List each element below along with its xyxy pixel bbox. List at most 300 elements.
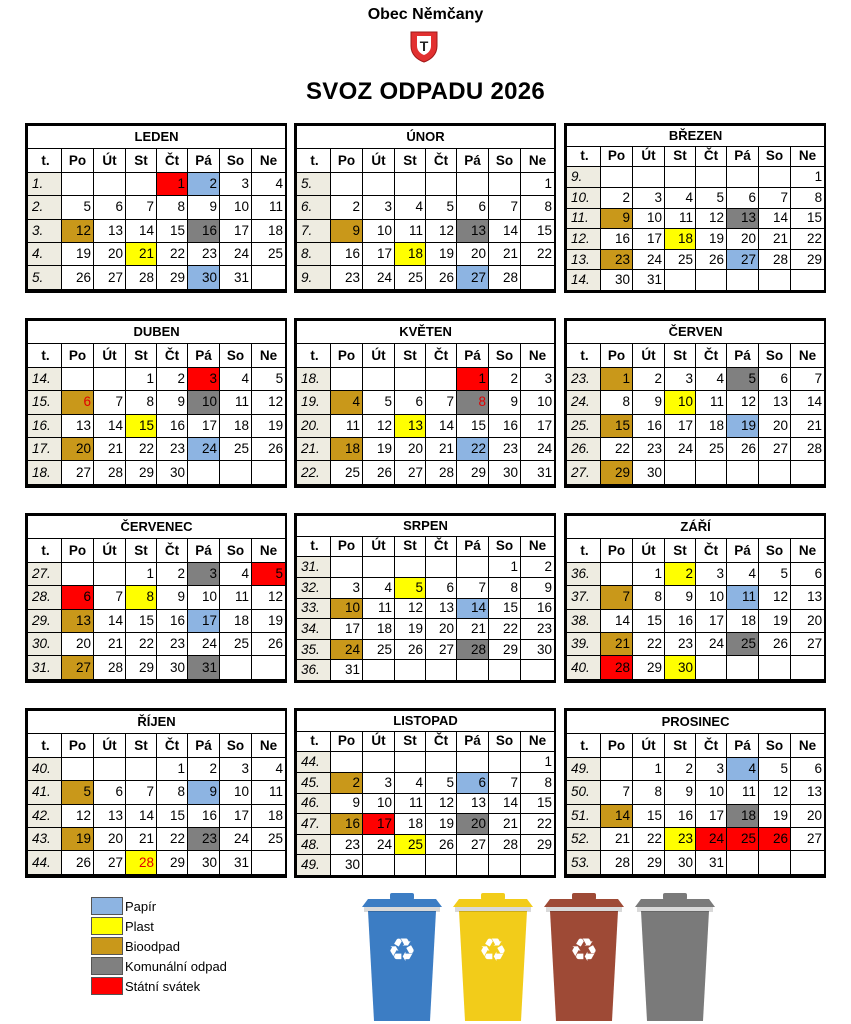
day-cell: 30: [489, 461, 521, 484]
week-row: [567, 461, 825, 484]
day-cell: [62, 562, 94, 585]
day-cell: [759, 484, 791, 485]
day-cell: 12: [363, 414, 395, 437]
week-row: [297, 289, 555, 290]
day-cell: [62, 874, 94, 875]
week-number: 25.: [567, 414, 601, 437]
day-cell: 6: [457, 196, 489, 219]
day-cell-plast: 8: [126, 586, 157, 609]
legend-swatch: [91, 917, 123, 935]
week-row: [567, 249, 825, 270]
day-cell-komun: 16: [188, 219, 220, 242]
day-cell: [252, 289, 286, 290]
day-cell: [220, 484, 252, 485]
week-row: [297, 814, 555, 835]
day-header: Út: [94, 734, 126, 757]
day-cell: 2: [633, 367, 665, 390]
month-10: [25, 708, 287, 878]
week-number: 45.: [297, 772, 331, 793]
day-cell-komun: 31: [188, 656, 220, 679]
month-name: ČERVEN: [567, 321, 825, 344]
day-cell: [727, 874, 759, 875]
recycle-icon: ♻: [387, 931, 417, 969]
day-cell-bio: 14: [601, 804, 633, 827]
week-number: 18.: [297, 367, 331, 390]
day-cell: [759, 851, 791, 874]
week-header: t.: [28, 149, 62, 172]
week-number: 32.: [297, 577, 331, 598]
legend-item-papir: [91, 896, 227, 916]
day-cell: 4: [220, 367, 252, 390]
day-cell: [791, 874, 825, 875]
day-cell: 3: [521, 367, 555, 390]
day-cell: 9: [157, 586, 188, 609]
day-cell: [363, 172, 395, 195]
month-3: [564, 123, 826, 293]
week-row: [567, 208, 825, 229]
day-cell: 19: [395, 619, 426, 640]
day-cell: 10: [696, 781, 727, 804]
day-cell-papir: 11: [727, 586, 759, 609]
day-header: Po: [62, 734, 94, 757]
week-row: [28, 757, 286, 780]
day-cell: 20: [727, 229, 759, 250]
day-header: Čt: [696, 539, 727, 562]
day-cell: [426, 752, 457, 773]
day-cell: [157, 484, 188, 485]
day-cell: [759, 874, 791, 875]
week-row: [28, 219, 286, 242]
day-cell: 29: [633, 851, 665, 874]
week-number: 42.: [28, 804, 62, 827]
day-header: Ne: [252, 149, 286, 172]
day-cell: 12: [395, 598, 426, 619]
week-row: [297, 855, 555, 876]
day-cell: 27: [426, 639, 457, 660]
day-cell: 22: [126, 632, 157, 655]
day-cell: 10: [220, 196, 252, 219]
week-header: t.: [28, 734, 62, 757]
day-cell: [665, 461, 696, 484]
day-cell: 11: [696, 391, 727, 414]
week-number: [297, 484, 331, 485]
day-cell: [157, 874, 188, 875]
day-cell: 10: [363, 219, 395, 242]
day-cell: 2: [157, 562, 188, 585]
day-cell: 6: [791, 757, 825, 780]
week-row: [567, 270, 825, 291]
day-header: Čt: [696, 344, 727, 367]
day-cell: 16: [489, 414, 521, 437]
day-header: Pá: [457, 731, 489, 752]
day-cell: 19: [426, 814, 457, 835]
day-cell: 14: [759, 208, 791, 229]
day-cell: 1: [126, 562, 157, 585]
week-number: 49.: [297, 855, 331, 876]
day-cell: 23: [188, 242, 220, 265]
day-header: Čt: [426, 731, 457, 752]
week-number: 20.: [297, 414, 331, 437]
day-cell: 24: [521, 437, 555, 460]
legend-label: Bioodpad: [125, 938, 180, 954]
week-header: t.: [567, 734, 601, 757]
day-cell: 11: [665, 208, 696, 229]
week-number: [567, 484, 601, 485]
day-cell: 15: [791, 208, 825, 229]
day-header: Čt: [696, 146, 727, 167]
day-cell: [395, 752, 426, 773]
day-cell: 5: [759, 562, 791, 585]
day-cell-papir: 19: [727, 414, 759, 437]
day-cell-bio: 23: [601, 249, 633, 270]
day-cell: 26: [363, 461, 395, 484]
day-cell: 3: [331, 577, 363, 598]
legend-swatch: [91, 897, 123, 915]
day-cell: [727, 484, 759, 485]
legend-item-plast: [91, 916, 227, 936]
day-cell: 12: [252, 391, 286, 414]
day-cell: [426, 484, 457, 485]
day-cell: 2: [157, 367, 188, 390]
day-cell-plast: 18: [665, 229, 696, 250]
day-cell: 21: [601, 827, 633, 850]
day-cell: 5: [426, 772, 457, 793]
week-row: [297, 577, 555, 598]
week-row: [297, 557, 555, 578]
day-header: Út: [363, 536, 395, 557]
month-1: [25, 123, 287, 293]
day-header: Po: [601, 539, 633, 562]
day-cell: 22: [521, 814, 555, 835]
day-header: St: [126, 149, 157, 172]
day-cell: [94, 874, 126, 875]
day-header: So: [220, 539, 252, 562]
day-cell: 4: [696, 367, 727, 390]
legend-label: Papír: [125, 898, 157, 914]
day-cell: [126, 484, 157, 485]
day-cell: 3: [633, 187, 665, 208]
week-row: [28, 632, 286, 655]
day-cell: [633, 484, 665, 485]
day-cell: [331, 752, 363, 773]
week-row: [28, 562, 286, 585]
day-header: Čt: [426, 149, 457, 172]
day-cell: 1: [633, 757, 665, 780]
week-number: 15.: [28, 391, 62, 414]
day-cell-plast: 25: [395, 834, 426, 855]
week-row: [297, 598, 555, 619]
day-cell: [94, 757, 126, 780]
day-cell: 15: [157, 219, 188, 242]
day-cell: 5: [426, 196, 457, 219]
month-name: LEDEN: [28, 126, 286, 149]
day-cell: 4: [395, 196, 426, 219]
week-row: [297, 414, 555, 437]
week-row: [567, 827, 825, 850]
day-cell: 16: [157, 609, 188, 632]
day-cell: 28: [489, 834, 521, 855]
day-header: Ne: [521, 536, 555, 557]
day-cell: 29: [157, 851, 188, 874]
day-cell: [696, 679, 727, 680]
day-cell: 17: [696, 804, 727, 827]
week-number: 40.: [28, 757, 62, 780]
week-number: 10.: [567, 187, 601, 208]
week-row: [28, 196, 286, 219]
day-cell: 27: [62, 461, 94, 484]
day-cell: 30: [601, 270, 633, 291]
day-header: Po: [601, 146, 633, 167]
day-cell: 16: [633, 414, 665, 437]
day-cell: 25: [363, 639, 395, 660]
waste-bin-icon: [635, 893, 715, 1021]
week-row: [297, 793, 555, 814]
day-cell: [126, 874, 157, 875]
week-row: [28, 827, 286, 850]
day-cell: 16: [665, 804, 696, 827]
day-cell: 9: [521, 577, 555, 598]
day-cell: 14: [94, 609, 126, 632]
day-cell: 8: [521, 772, 555, 793]
week-row: [297, 196, 555, 219]
day-cell: 21: [489, 814, 521, 835]
day-cell: 15: [521, 219, 555, 242]
day-cell: [696, 874, 727, 875]
month-name: ÚNOR: [297, 126, 555, 149]
day-cell-svatek: 3: [188, 367, 220, 390]
day-cell: 18: [696, 414, 727, 437]
day-cell: 15: [126, 609, 157, 632]
week-number: 46.: [297, 793, 331, 814]
legend-item-bio: [91, 936, 227, 956]
day-cell: 23: [665, 632, 696, 655]
day-cell: 24: [220, 827, 252, 850]
week-number: 44.: [297, 752, 331, 773]
day-header: St: [665, 344, 696, 367]
day-cell: 29: [126, 656, 157, 679]
week-number: 8.: [297, 242, 331, 265]
week-row: [28, 391, 286, 414]
day-cell: [759, 167, 791, 188]
legend-label: Státní svátek: [125, 978, 201, 994]
day-cell: [601, 167, 633, 188]
day-cell-papir: 17: [188, 609, 220, 632]
day-cell: [665, 484, 696, 485]
week-row: [567, 757, 825, 780]
day-header: So: [220, 344, 252, 367]
week-number: [28, 679, 62, 680]
day-cell: [363, 367, 395, 390]
day-header: Pá: [457, 536, 489, 557]
day-cell: [727, 851, 759, 874]
day-cell: 4: [665, 187, 696, 208]
day-cell: [157, 289, 188, 290]
day-cell: [252, 266, 286, 289]
day-cell: 2: [601, 187, 633, 208]
month-5: [294, 318, 556, 488]
week-row: [297, 367, 555, 390]
day-cell: 6: [94, 781, 126, 804]
day-header: Pá: [188, 344, 220, 367]
day-cell-svatek: 25: [727, 827, 759, 850]
day-cell: [521, 660, 555, 681]
month-7: [25, 513, 287, 683]
day-cell: [363, 557, 395, 578]
week-header: t.: [297, 344, 331, 367]
week-number: 48.: [297, 834, 331, 855]
month-name: PROSINEC: [567, 711, 825, 734]
day-cell: 26: [426, 834, 457, 855]
day-cell: [220, 289, 252, 290]
day-cell: 11: [252, 196, 286, 219]
day-header: Po: [601, 344, 633, 367]
day-cell-bio: 27: [62, 656, 94, 679]
week-number: [297, 289, 331, 290]
day-cell-bio: 29: [601, 461, 633, 484]
day-cell: [489, 172, 521, 195]
day-cell: 1: [633, 562, 665, 585]
day-cell: 20: [791, 609, 825, 632]
day-header: So: [220, 734, 252, 757]
day-cell: [395, 289, 426, 290]
week-header: t.: [567, 146, 601, 167]
day-header: Čt: [426, 536, 457, 557]
week-row: [28, 781, 286, 804]
day-cell: 11: [395, 219, 426, 242]
day-cell: 3: [665, 367, 696, 390]
week-number: 47.: [297, 814, 331, 835]
waste-bin-icon: [362, 893, 442, 1021]
day-cell: 27: [791, 827, 825, 850]
day-cell: 19: [426, 242, 457, 265]
day-header: Čt: [696, 734, 727, 757]
day-cell: 20: [791, 804, 825, 827]
day-cell: [62, 289, 94, 290]
day-cell: [188, 484, 220, 485]
day-cell: [457, 484, 489, 485]
day-cell: 29: [489, 639, 521, 660]
day-cell: [696, 484, 727, 485]
week-row: [297, 772, 555, 793]
day-cell: 3: [696, 757, 727, 780]
day-header: Ne: [521, 149, 555, 172]
day-cell: 25: [252, 827, 286, 850]
day-cell: 14: [426, 414, 457, 437]
day-cell: 26: [426, 266, 457, 289]
day-cell: [727, 679, 759, 680]
day-cell-svatek: 5: [252, 562, 286, 585]
week-row: [297, 266, 555, 289]
day-cell-plast: 15: [126, 414, 157, 437]
day-cell: 16: [188, 804, 220, 827]
day-cell: [633, 874, 665, 875]
day-cell: 13: [94, 219, 126, 242]
day-cell: 27: [94, 851, 126, 874]
day-cell: [395, 484, 426, 485]
day-cell: 21: [126, 827, 157, 850]
day-cell: 3: [696, 562, 727, 585]
day-cell: 5: [62, 196, 94, 219]
day-cell: [696, 656, 727, 679]
day-header: St: [395, 536, 426, 557]
day-cell: [489, 484, 521, 485]
day-cell: [665, 270, 696, 291]
week-header: t.: [28, 539, 62, 562]
day-cell: 5: [759, 757, 791, 780]
day-cell: [426, 660, 457, 681]
week-row: [567, 586, 825, 609]
week-row: [567, 679, 825, 680]
day-cell-bio: 7: [601, 586, 633, 609]
day-header: Út: [633, 146, 665, 167]
week-number: 21.: [297, 437, 331, 460]
day-cell-papir: 24: [188, 437, 220, 460]
day-cell: 25: [395, 266, 426, 289]
day-cell: 12: [696, 208, 727, 229]
week-number: 13.: [567, 249, 601, 270]
day-cell: 18: [252, 219, 286, 242]
day-cell: 26: [727, 437, 759, 460]
week-row: [567, 391, 825, 414]
day-cell: [521, 289, 555, 290]
week-header: t.: [297, 149, 331, 172]
day-header: Ne: [252, 539, 286, 562]
week-number: 52.: [567, 827, 601, 850]
week-row: [567, 851, 825, 874]
day-cell-bio: 5: [62, 781, 94, 804]
day-cell: 28: [601, 851, 633, 874]
day-cell: [791, 656, 825, 679]
week-header: t.: [297, 536, 331, 557]
day-cell: 12: [759, 586, 791, 609]
week-number: 51.: [567, 804, 601, 827]
day-cell: 11: [395, 793, 426, 814]
day-cell: 11: [220, 586, 252, 609]
day-cell: 23: [157, 632, 188, 655]
week-row: [297, 437, 555, 460]
week-number: 27.: [28, 562, 62, 585]
day-cell: [791, 851, 825, 874]
day-cell: 28: [759, 249, 791, 270]
month-name: ČERVENEC: [28, 516, 286, 539]
day-cell-komun: 18: [727, 804, 759, 827]
week-row: [297, 834, 555, 855]
day-header: Po: [62, 149, 94, 172]
week-row: [567, 367, 825, 390]
legend-item-svatek: [91, 976, 227, 996]
day-cell: 26: [62, 851, 94, 874]
day-cell: [220, 461, 252, 484]
day-cell: 29: [457, 461, 489, 484]
day-cell: 9: [331, 793, 363, 814]
day-cell: 8: [521, 196, 555, 219]
day-cell: 8: [633, 781, 665, 804]
day-cell-svatek: 6: [62, 586, 94, 609]
day-cell: 29: [157, 266, 188, 289]
day-cell: 17: [220, 804, 252, 827]
day-cell: [395, 172, 426, 195]
day-cell: 16: [601, 229, 633, 250]
day-cell: 6: [727, 187, 759, 208]
day-cell-bio: 6: [62, 391, 94, 414]
waste-bins-illustration: [360, 893, 730, 1023]
day-cell: 28: [126, 266, 157, 289]
day-cell-plast: 18: [395, 242, 426, 265]
week-number: [28, 289, 62, 290]
day-cell: [252, 484, 286, 485]
day-cell: 1: [157, 757, 188, 780]
day-cell: 10: [363, 793, 395, 814]
